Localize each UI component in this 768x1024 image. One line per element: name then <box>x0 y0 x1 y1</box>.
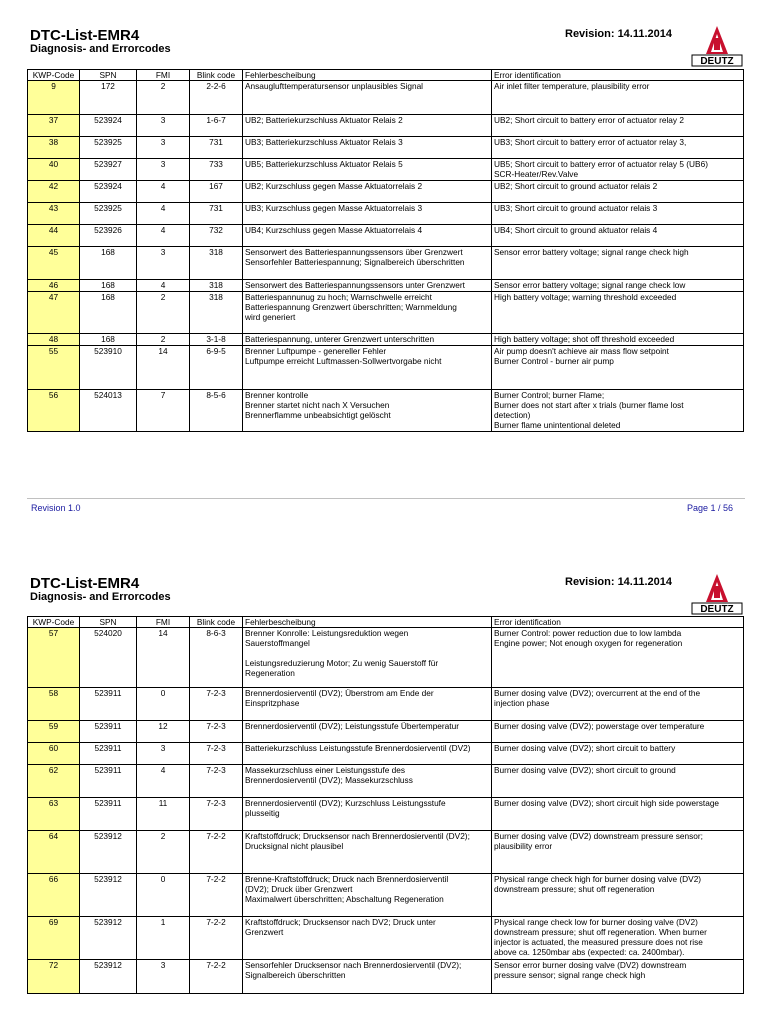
blink-code-cell: 7-2-2 <box>190 917 243 960</box>
text-line: UB3; Short circuit to battery error of actuator relay 3, <box>494 137 687 147</box>
text-line: Brenner kontrolle <box>245 390 309 400</box>
fmi-cell: 3 <box>137 115 190 137</box>
blink-code-cell: 318 <box>190 247 243 280</box>
table-row <box>28 81 744 115</box>
fmi-cell: 4 <box>137 280 190 292</box>
logo-text: DEUTZ <box>700 56 734 67</box>
blink-code-cell: 8-6-3 <box>190 628 243 688</box>
error-identification-cell <box>492 798 744 831</box>
text-line: Brennerdosierventil (DV2); Kurzschluss Leistungsstufe <box>245 798 446 808</box>
text-line: UB2; Short circuit to battery error of actuator relay 2 <box>494 115 684 125</box>
spn-cell: 172 <box>80 81 137 115</box>
fmi-cell: 4 <box>137 765 190 798</box>
fehlerbeschreibung-cell <box>243 721 492 743</box>
text-line: UB2; Short circuit to ground actuator relais 2 <box>494 181 658 191</box>
table-row <box>28 115 744 137</box>
error-identification-cell <box>492 743 744 765</box>
table-row <box>28 390 744 432</box>
fmi-cell: 0 <box>137 874 190 917</box>
fmi-cell: 11 <box>137 798 190 831</box>
table-header-row <box>28 70 744 81</box>
fmi-cell: 2 <box>137 334 190 346</box>
table-row <box>28 203 744 225</box>
text-line: High battery voltage; warning threshold exceeded <box>494 292 677 302</box>
blink-code-cell: 6-9-5 <box>190 346 243 390</box>
fehlerbeschreibung-cell <box>243 765 492 798</box>
fehlerbeschreibung-cell <box>243 334 492 346</box>
table-row <box>28 743 744 765</box>
spn-cell: 523927 <box>80 159 137 181</box>
fehlerbeschreibung-cell <box>243 346 492 390</box>
fmi-cell: 7 <box>137 390 190 432</box>
text-line: Burner Control; burner Flame; <box>494 390 605 400</box>
kwp-code-cell: 44 <box>28 225 80 247</box>
text-line: injector is actuated, the measured pressure does not rise <box>494 937 703 947</box>
error-identification-cell <box>492 831 744 874</box>
table-row <box>28 137 744 159</box>
fehlerbeschreibung-cell <box>243 159 492 181</box>
spn-cell: 523911 <box>80 743 137 765</box>
text-line: Leistungsreduzierung Motor; Zu wenig Sauerstoff für <box>245 658 439 668</box>
dtc-table <box>27 616 744 994</box>
header-error-identification: Error identification <box>492 70 744 81</box>
error-identification-cell <box>492 159 744 181</box>
error-identification-cell <box>492 203 744 225</box>
error-identification-cell <box>492 346 744 390</box>
text-line: Batteriekurzschluss Leistungsstufe Brennerdosierventil (DV2) <box>245 743 471 753</box>
text-line: Sensorwert des Batteriespannungssensors unter Grenzwert <box>245 280 465 290</box>
table-row <box>28 917 744 960</box>
kwp-code-cell: 60 <box>28 743 80 765</box>
text-line: injection phase <box>494 698 550 708</box>
spn-cell: 524013 <box>80 390 137 432</box>
text-line: Air inlet filter temperature, plausibility error <box>494 81 650 91</box>
error-identification-cell <box>492 628 744 688</box>
kwp-code-cell: 40 <box>28 159 80 181</box>
fmi-cell: 2 <box>137 81 190 115</box>
spn-cell: 523912 <box>80 874 137 917</box>
blink-code-cell: 318 <box>190 280 243 292</box>
fehlerbeschreibung-cell <box>243 874 492 917</box>
text-line: UB4; Kurzschluss gegen Masse Aktuatorrelais 4 <box>245 225 423 235</box>
fmi-cell: 3 <box>137 960 190 994</box>
error-identification-cell <box>492 688 744 721</box>
kwp-code-cell: 66 <box>28 874 80 917</box>
page-subtitle: Diagnosis- and Errorcodes <box>30 43 171 55</box>
error-identification-cell <box>492 765 744 798</box>
kwp-code-cell: 45 <box>28 247 80 280</box>
blink-code-cell: 167 <box>190 181 243 203</box>
blink-code-cell: 733 <box>190 159 243 181</box>
error-identification-cell <box>492 115 744 137</box>
error-identification-cell <box>492 874 744 917</box>
text-line: Burner flame unintentional deleted <box>494 420 621 430</box>
blink-code-cell: 7-2-3 <box>190 743 243 765</box>
kwp-code-cell: 43 <box>28 203 80 225</box>
table-row <box>28 334 744 346</box>
blink-code-cell: 1-6-7 <box>190 115 243 137</box>
fmi-cell: 3 <box>137 159 190 181</box>
blink-code-cell: 8-5-6 <box>190 390 243 432</box>
text-line: Sensorfehler Batteriespannung; Signalbereich überschritten <box>245 257 465 267</box>
blink-code-cell: 7-2-2 <box>190 960 243 994</box>
error-identification-cell <box>492 960 744 994</box>
table-row <box>28 765 744 798</box>
fehlerbeschreibung-cell <box>243 280 492 292</box>
kwp-code-cell: 63 <box>28 798 80 831</box>
table-row <box>28 292 744 334</box>
fmi-cell: 2 <box>137 292 190 334</box>
text-line: Burner Control - burner air pump <box>494 356 614 366</box>
fmi-cell: 12 <box>137 721 190 743</box>
text-line: Sensor error burner dosing valve (DV2) downstream <box>494 960 687 970</box>
text-line: High battery voltage; shot off threshold exceeded <box>494 334 675 344</box>
text-line: Kraftstoffdruck; Drucksensor nach DV2; Druck unter <box>245 917 436 927</box>
kwp-code-cell: 46 <box>28 280 80 292</box>
error-identification-cell <box>492 137 744 159</box>
text-line: downstream pressure; shut off regeneration <box>494 884 655 894</box>
header-fehlerbeschreibung: Fehlerbescheibung <box>243 70 492 81</box>
text-line: Kraftstoffdruck; Drucksensor nach Brennerdosierventil (DV2); <box>245 831 470 841</box>
error-identification-cell <box>492 917 744 960</box>
fmi-cell: 4 <box>137 225 190 247</box>
fehlerbeschreibung-cell <box>243 831 492 874</box>
fehlerbeschreibung-cell <box>243 960 492 994</box>
text-line: Brenner startet nicht nach X Versuchen <box>245 400 390 410</box>
text-line: Brenner Luftpumpe - genereller Fehler <box>245 346 387 356</box>
text-line: UB3; Batteriekurzschluss Aktuator Relais 3 <box>245 137 403 147</box>
table-row <box>28 628 744 688</box>
error-identification-cell <box>492 181 744 203</box>
fehlerbeschreibung-cell <box>243 181 492 203</box>
text-line: UB3; Kurzschluss gegen Masse Aktuatorrelais 3 <box>245 203 423 213</box>
text-line: Physical range check low for burner dosing valve (DV2) <box>494 917 698 927</box>
fehlerbeschreibung-cell <box>243 115 492 137</box>
spn-cell: 523924 <box>80 115 137 137</box>
deutz-logo <box>690 572 744 616</box>
spn-cell: 523912 <box>80 831 137 874</box>
blink-code-cell: 318 <box>190 292 243 334</box>
page-subtitle: Diagnosis- and Errorcodes <box>30 591 171 603</box>
text-line: UB2; Kurzschluss gegen Masse Aktuatorrelais 2 <box>245 181 423 191</box>
text-line: Brennerdosierventil (DV2); Massekurzschluss <box>245 775 413 785</box>
text-line: Burner dosing valve (DV2); short circuit to ground <box>494 765 676 775</box>
spn-cell: 524020 <box>80 628 137 688</box>
table-header-row <box>28 617 744 628</box>
header-blink-code: Blink code <box>190 70 243 81</box>
text-line: plausibility error <box>494 841 553 851</box>
fmi-cell: 4 <box>137 181 190 203</box>
text-line: UB5; Short circuit to battery error of actuator relay 5 (UB6) <box>494 159 708 169</box>
header-spn: SPN <box>80 70 137 81</box>
blink-code-cell: 7-2-3 <box>190 721 243 743</box>
fehlerbeschreibung-cell <box>243 917 492 960</box>
blink-code-cell: 3-1-8 <box>190 334 243 346</box>
error-identification-cell <box>492 292 744 334</box>
header-blink-code: Blink code <box>190 617 243 628</box>
header-fmi: FMI <box>137 70 190 81</box>
header-spn: SPN <box>80 617 137 628</box>
fmi-cell: 3 <box>137 743 190 765</box>
blink-code-cell: 732 <box>190 225 243 247</box>
text-line: Brennerdosierventil (DV2); Überstrom am Ende der <box>245 688 434 698</box>
fmi-cell: 3 <box>137 247 190 280</box>
page-header <box>0 548 768 614</box>
text-line: SCR-Heater/Rev.Valve <box>494 169 579 179</box>
kwp-code-cell: 59 <box>28 721 80 743</box>
table-row <box>28 721 744 743</box>
fmi-cell: 4 <box>137 203 190 225</box>
table-row <box>28 181 744 203</box>
text-line: Sensor error battery voltage; signal range check low <box>494 280 686 290</box>
text-line: Batteriespannung Grenzwert überschritten; Warnmeldung <box>245 302 457 312</box>
spn-cell: 523911 <box>80 765 137 798</box>
error-identification-cell <box>492 390 744 432</box>
table-row <box>28 280 744 292</box>
text-line: Burner does not start after x trials (burner flame lost <box>494 400 684 410</box>
text-line: Sauerstoffmangel <box>245 638 310 648</box>
fehlerbeschreibung-cell <box>243 743 492 765</box>
fmi-cell: 14 <box>137 628 190 688</box>
page-footer <box>0 503 768 517</box>
footer-page-number: Page 1 / 56 <box>687 503 734 513</box>
text-line: Burner dosing valve (DV2); powerstage over temperature <box>494 721 705 731</box>
table-row <box>28 831 744 874</box>
footer-revision: Revision 1.0 <box>31 503 81 513</box>
text-line: Engine power; Not enough oxygen for regeneration <box>494 638 683 648</box>
text-line: downstream pressure; shut off regeneration. When burner <box>494 927 707 937</box>
text-line: UB3; Short circuit to ground actuator relais 3 <box>494 203 658 213</box>
text-line: Burner dosing valve (DV2); short circuit high side powerstage <box>494 798 720 808</box>
text-line: pressure sensor; signal range check high <box>494 970 646 980</box>
text-line: Luftpumpe erreicht Luftmassen-Sollwertvorgabe nicht <box>245 356 442 366</box>
kwp-code-cell: 62 <box>28 765 80 798</box>
error-identification-cell <box>492 280 744 292</box>
fmi-cell: 14 <box>137 346 190 390</box>
kwp-code-cell: 72 <box>28 960 80 994</box>
spn-cell: 168 <box>80 334 137 346</box>
error-identification-cell <box>492 334 744 346</box>
text-line: Brenner Konrolle: Leistungsreduktion wegen <box>245 628 409 638</box>
text-line: Einspritzphase <box>245 698 300 708</box>
header-kwp-code: KWP-Code <box>28 617 80 628</box>
text-line: Burner Control: power reduction due to low lambda <box>494 628 682 638</box>
table-row <box>28 159 744 181</box>
fmi-cell: 3 <box>137 137 190 159</box>
fehlerbeschreibung-cell <box>243 247 492 280</box>
spn-cell: 523925 <box>80 203 137 225</box>
fmi-cell: 2 <box>137 831 190 874</box>
spn-cell: 523912 <box>80 917 137 960</box>
text-line <box>245 648 489 658</box>
blink-code-cell: 731 <box>190 203 243 225</box>
table-row <box>28 247 744 280</box>
text-line: Batteriespannunug zu hoch; Warnschwelle erreicht <box>245 292 432 302</box>
fehlerbeschreibung-cell <box>243 203 492 225</box>
fehlerbeschreibung-cell <box>243 225 492 247</box>
fehlerbeschreibung-cell <box>243 688 492 721</box>
table-row <box>28 688 744 721</box>
revision-date: Revision: 14.11.2014 <box>565 576 673 588</box>
document-page-2 <box>0 548 768 1024</box>
text-line: Maximalwert überschritten; Abschaltung Regeneration <box>245 894 444 904</box>
blink-code-cell: 2-2-6 <box>190 81 243 115</box>
error-identification-cell <box>492 81 744 115</box>
dtc-table <box>27 69 744 432</box>
table-row <box>28 798 744 831</box>
blink-code-cell: 731 <box>190 137 243 159</box>
spn-cell: 523924 <box>80 181 137 203</box>
spn-cell: 523926 <box>80 225 137 247</box>
text-line: Sensorwert des Batteriespannungssensors über Grenzwert <box>245 247 463 257</box>
kwp-code-cell: 55 <box>28 346 80 390</box>
table-row <box>28 225 744 247</box>
header-fmi: FMI <box>137 617 190 628</box>
kwp-code-cell: 48 <box>28 334 80 346</box>
kwp-code-cell: 42 <box>28 181 80 203</box>
text-line: Massekurzschluss einer Leistungsstufe des <box>245 765 406 775</box>
kwp-code-cell: 56 <box>28 390 80 432</box>
fehlerbeschreibung-cell <box>243 798 492 831</box>
text-line: Burner dosing valve (DV2); overcurrent at the end of the <box>494 688 701 698</box>
spn-cell: 523925 <box>80 137 137 159</box>
error-identification-cell <box>492 225 744 247</box>
error-identification-cell <box>492 247 744 280</box>
blink-code-cell: 7-2-3 <box>190 798 243 831</box>
text-line: UB4; Short circuit to ground aktuator relais 4 <box>494 225 658 235</box>
text-line: Brennerflamme unbeabsichtigt gelöscht <box>245 410 391 420</box>
spn-cell: 523911 <box>80 798 137 831</box>
kwp-code-cell: 58 <box>28 688 80 721</box>
table-row <box>28 346 744 390</box>
table-row <box>28 874 744 917</box>
kwp-code-cell: 57 <box>28 628 80 688</box>
fehlerbeschreibung-cell <box>243 292 492 334</box>
text-line: Batteriespannung, unterer Grenzwert unterschritten <box>245 334 435 344</box>
kwp-code-cell: 9 <box>28 81 80 115</box>
text-line: Burner dosing valve (DV2) downstream pressure sensor; <box>494 831 703 841</box>
spn-cell: 523912 <box>80 960 137 994</box>
spn-cell: 168 <box>80 247 137 280</box>
text-line: Burner dosing valve (DV2); short circuit to battery <box>494 743 676 753</box>
text-line: plusseitig <box>245 808 280 818</box>
kwp-code-cell: 64 <box>28 831 80 874</box>
table-body <box>28 628 744 994</box>
deutz-logo <box>690 24 744 68</box>
blink-code-cell: 7-2-3 <box>190 688 243 721</box>
text-line: Regeneration <box>245 668 295 678</box>
text-line: Grenzwert <box>245 927 284 937</box>
blink-code-cell: 7-2-2 <box>190 874 243 917</box>
text-line: Brennerdosierventil (DV2); Leistungsstufe Übertemperatur <box>245 721 459 731</box>
spn-cell: 523911 <box>80 688 137 721</box>
header-kwp-code: KWP-Code <box>28 70 80 81</box>
text-line: UB5; Batteriekurzschluss Aktuator Relais 5 <box>245 159 403 169</box>
text-line: Drucksignal nicht plausibel <box>245 841 344 851</box>
fmi-cell: 0 <box>137 688 190 721</box>
fehlerbeschreibung-cell <box>243 628 492 688</box>
fehlerbeschreibung-cell <box>243 81 492 115</box>
kwp-code-cell: 69 <box>28 917 80 960</box>
page-title: DTC-List-EMR4 <box>30 27 140 44</box>
revision-date: Revision: 14.11.2014 <box>565 28 673 40</box>
fmi-cell: 1 <box>137 917 190 960</box>
spn-cell: 523911 <box>80 721 137 743</box>
text-line: Brenne-Kraftstoffdruck; Druck nach Brennerdosierventil <box>245 874 449 884</box>
page-header <box>0 0 768 66</box>
blink-code-cell: 7-2-2 <box>190 831 243 874</box>
spn-cell: 168 <box>80 292 137 334</box>
page-title: DTC-List-EMR4 <box>30 575 140 592</box>
table-body <box>28 81 744 432</box>
blink-code-cell: 7-2-3 <box>190 765 243 798</box>
text-line: Ansauglufttemperatursensor unplausibles Signal <box>245 81 424 91</box>
text-line: wird generiert <box>245 312 296 322</box>
text-line: Physical range check high for burner dosing valve (DV2) <box>494 874 702 884</box>
error-identification-cell <box>492 721 744 743</box>
header-fehlerbeschreibung: Fehlerbescheibung <box>243 617 492 628</box>
spn-cell: 168 <box>80 280 137 292</box>
text-line: (DV2); Druck über Grenzwert <box>245 884 353 894</box>
header-error-identification: Error identification <box>492 617 744 628</box>
text-line: detection) <box>494 410 531 420</box>
fehlerbeschreibung-cell <box>243 137 492 159</box>
kwp-code-cell: 47 <box>28 292 80 334</box>
text-line: Air pump doesn't achieve air mass flow setpoint <box>494 346 669 356</box>
kwp-code-cell: 37 <box>28 115 80 137</box>
text-line: Signalbereich überschritten <box>245 970 346 980</box>
table-row <box>28 960 744 994</box>
spn-cell: 523910 <box>80 346 137 390</box>
text-line: Sensor error battery voltage; signal range check high <box>494 247 689 257</box>
text-line: Sensorfehler Drucksensor nach Brennerdosierventil (DV2); <box>245 960 462 970</box>
kwp-code-cell: 38 <box>28 137 80 159</box>
footer-divider <box>27 498 745 499</box>
fehlerbeschreibung-cell <box>243 390 492 432</box>
logo-text: DEUTZ <box>700 604 734 615</box>
text-line: UB2; Batteriekurzschluss Aktuator Relais 2 <box>245 115 403 125</box>
text-line: above ca. 1250mbar abs (expected: ca. 2400mbar). <box>494 947 685 957</box>
